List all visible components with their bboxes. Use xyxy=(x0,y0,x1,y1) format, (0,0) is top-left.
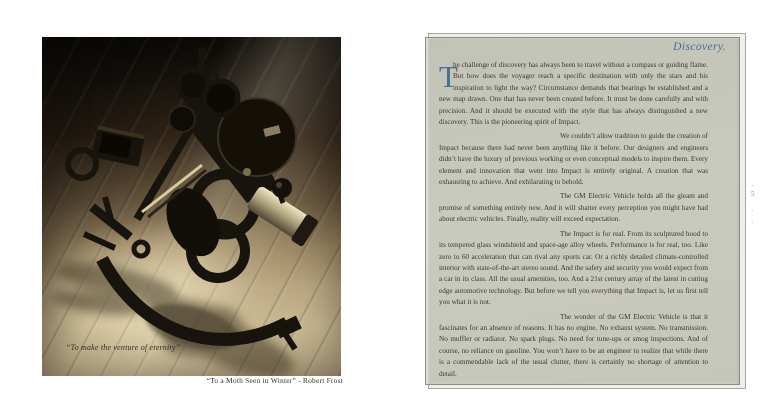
sextant-illustration xyxy=(42,37,341,376)
marker-dot: · xyxy=(751,219,754,227)
marker-dot: · xyxy=(751,182,754,190)
photo-caption: “To a Moth Seen in Winter” - Robert Frost xyxy=(206,376,343,385)
paragraph-4: The Impact is for real. From its sculptured hood to its tempered glass windshield and space-age alloy wheels. Performance is for real, too. Like zero to 60 acceleration that can rival any sports car. Or a richly detailed climate-controlled interior with state-of-the-art stereo sound. And the safety and security you would expect from a car in its class. All the usual amenities, too. And a 21st century array of the latest in cutting edge automotive technology. But before we tell you everything that Impact is, let us first tell you what it is not. xyxy=(439,229,708,307)
brochure-page xyxy=(425,37,740,385)
marker-dot: · xyxy=(751,207,754,215)
body-text xyxy=(439,60,708,383)
paragraph-3: The GM Electric Vehicle holds all the gleam and promise of something entirely new. And it will shatter every perception you might have had about electric vehicles. Finally, reality will exceed expectation. xyxy=(439,192,708,224)
page-number: 5 xyxy=(751,190,755,198)
paragraph-5: The wonder of the GM Electric Vehicle is that it fascinates for an absence of reasons. It has no engine. No exhaust system. No transmission. No muffler or radiator. No spark plugs. No need for tune-ups or smog inspections. And of course, no reliance on gasoline. You won’t have to be an engineer to realize that while there is a commendable lack of the usual clutter, there is certainly no shortage of attention to detail. xyxy=(439,312,708,378)
photo-inscription: “To make the venture of eternity” xyxy=(66,343,181,352)
paragraph-1-text: he challenge of discovery has always been to travel without a compass or guiding flame. But how does the voyager reach a specific destination with only the stars and his inspiration to light the way? Circumstance demands that bearings be established and a new map drawn. One that has never been created before. It must be done carefully and with precision. And it should be executed with the style that has always distinguished a new discovery. This is the pioneering spirit of Impact. xyxy=(439,61,708,127)
page-title: Discovery. xyxy=(673,41,726,53)
paragraph-1 xyxy=(439,60,708,128)
paragraph-2: We couldn’t allow tradition to guide the creation of Impact because there had never been anything like it before. Our designers and engineers didn’t have the luxury of previous working or even conceptual models to inspire them. Every element and innovation that went into Impact is entirely original. A creation that was exhausting to achieve. And exhilarating to behold. xyxy=(439,132,708,187)
drop-cap: T xyxy=(439,59,458,94)
sextant-photo xyxy=(42,37,341,376)
